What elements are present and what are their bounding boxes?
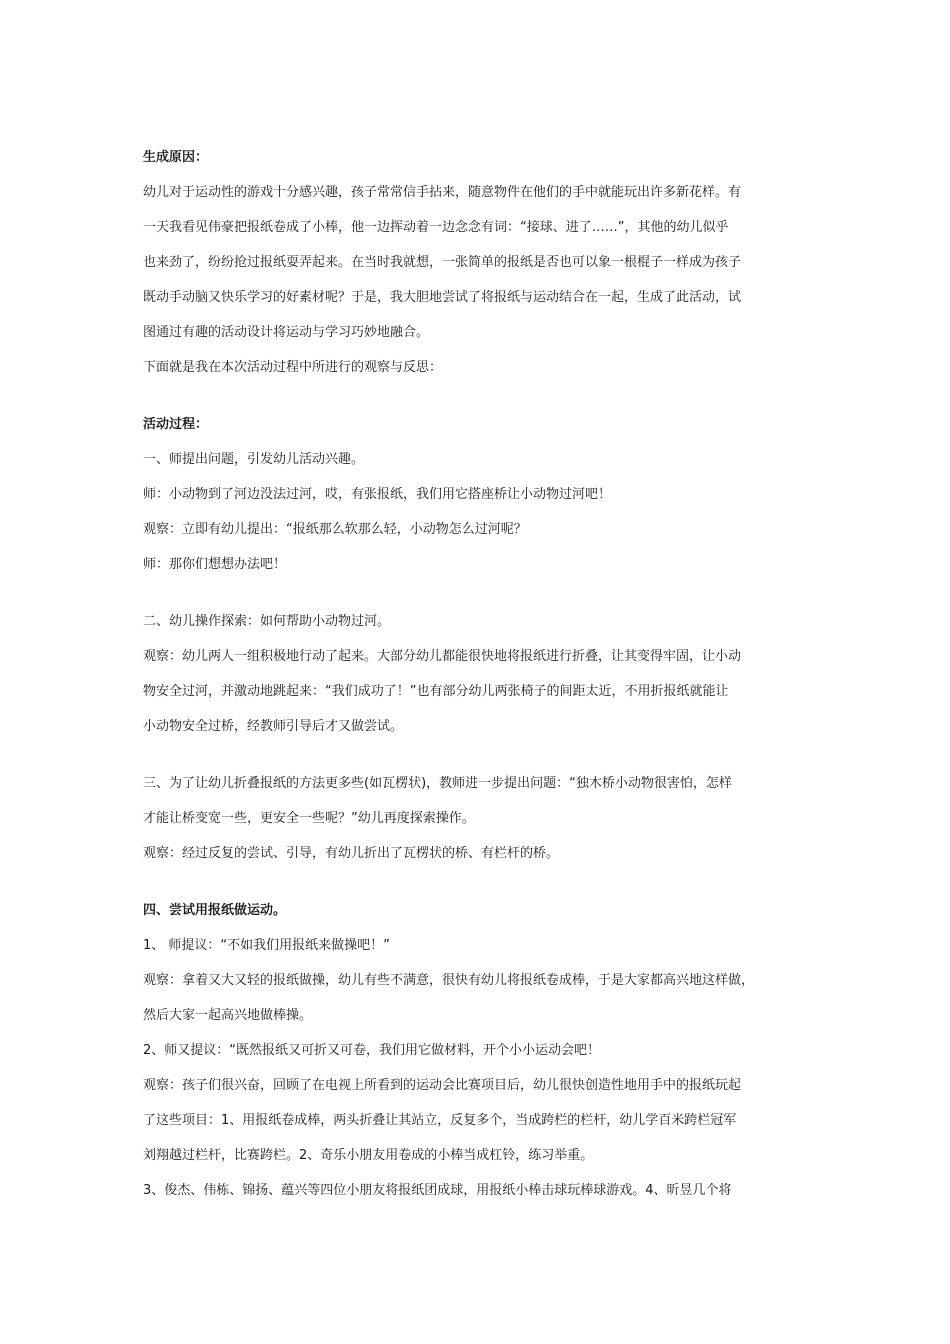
paragraph-line: 观察：孩子们很兴奋，回顾了在电视上所看到的运动会比赛项目后，幼儿很快创造性地用手中的报纸玩起 xyxy=(143,1078,742,1093)
section-heading-reason: 生成原因： xyxy=(143,150,209,165)
paragraph-line: 观察：拿着又大又轻的报纸做操，幼儿有些不满意，很快有幼儿将报纸卷成棒，于是大家都高兴地这样做， xyxy=(143,973,755,988)
paragraph-line: 3、俊杰、伟栋、锦扬、蕴兴等四位小朋友将报纸团成球，用报纸小棒击球玩棒球游戏。4、昕昱几个将 xyxy=(143,1183,732,1198)
paragraph-line: 小动物安全过桥，经教师引导后才又做尝试。 xyxy=(143,719,404,734)
paragraph-line: 师：那你们想想办法吧！ xyxy=(143,557,287,572)
paragraph-line: 二、幼儿操作探索：如何帮助小动物过河。 xyxy=(143,614,391,629)
paragraph-line: 三、为了让幼儿折叠报纸的方法更多些(如瓦楞状)，教师进一步提出问题：“独木桥小动物很害怕，怎样 xyxy=(143,776,732,791)
paragraph-line: 物安全过河，并激动地跳起来：“我们成功了！”也有部分幼儿两张椅子的间距太近，不用折报纸就能让 xyxy=(143,684,729,699)
section-gap xyxy=(143,750,815,772)
paragraph-line: 师：小动物到了河边没法过河，哎，有张报纸，我们用它搭座桥让小动物过河吧！ xyxy=(143,487,612,502)
paragraph-line: 既动手动脑又快乐学习的好素材呢？于是，我大胆地尝试了将报纸与运动结合在一起，生成了此活动，试 xyxy=(143,290,742,305)
paragraph-line: 2、师又提议：“既然报纸又可折又可卷，我们用它做材料，开个小小运动会吧！ xyxy=(143,1043,601,1058)
paragraph-line: 下面就是我在本次活动过程中所进行的观察与反思： xyxy=(143,360,443,375)
section-heading-process: 活动过程： xyxy=(143,417,209,432)
paragraph-line: 才能让桥变宽一些，更安全一些呢？”幼儿再度探索操作。 xyxy=(143,811,475,826)
section-gap xyxy=(143,877,815,899)
section-gap xyxy=(143,391,815,413)
paragraph-line: 一、师提出问题，引发幼儿活动兴趣。 xyxy=(143,452,365,467)
paragraph-line: 刘翔越过栏杆，比赛跨栏。2、奇乐小朋友用卷成的小棒当成杠铃，练习举重。 xyxy=(143,1148,594,1163)
document-body xyxy=(143,146,815,1203)
paragraph-line: 图通过有趣的活动设计将运动与学习巧妙地融合。 xyxy=(143,325,430,340)
paragraph-line: 观察：立即有幼儿提出：“报纸那么软那么轻，小动物怎么过河呢？ xyxy=(143,522,527,537)
paragraph-line: 幼儿对于运动性的游戏十分感兴趣，孩子常常信手拈来，随意物件在他们的手中就能玩出许多新花样。有 xyxy=(143,185,742,200)
paragraph-line: 一天我看见伟豪把报纸卷成了小棒，他一边挥动着一边念念有词：“接球、进了……”，其他的幼儿似乎 xyxy=(143,220,729,235)
section-heading-sports: 四、尝试用报纸做运动。 xyxy=(143,903,287,918)
paragraph-line: 也来劲了，纷纷抢过报纸耍弄起来。在当时我就想，一张简单的报纸是否也可以象一根棍子一样成为孩子 xyxy=(143,255,742,270)
paragraph-line: 观察：经过反复的尝试、引导，有幼儿折出了瓦楞状的桥、有栏杆的桥。 xyxy=(143,846,560,861)
paragraph-line: 了这些项目：1、用报纸卷成棒，两头折叠让其站立，反复多个，当成跨栏的栏杆，幼儿学百米跨栏冠军 xyxy=(143,1113,737,1128)
paragraph-line: 1、 师提议：“不如我们用报纸来做操吧！” xyxy=(143,938,390,953)
paragraph-line: 观察：幼儿两人一组积极地行动了起来。大部分幼儿都能很快地将报纸进行折叠，让其变得牢固，让小动 xyxy=(143,649,742,664)
paragraph-line: 然后大家一起高兴地做棒操。 xyxy=(143,1008,313,1023)
section-gap xyxy=(143,588,815,610)
